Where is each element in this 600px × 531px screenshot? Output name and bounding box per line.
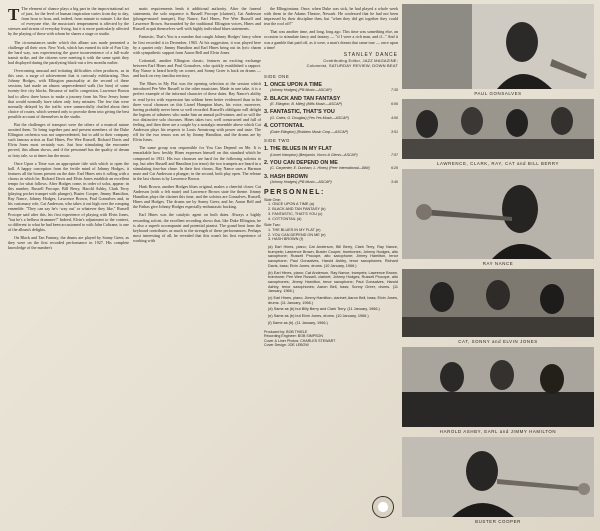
notes-paragraph: Earl Hines was the catalytic agent on both dates. Always a highly rewarding soloist, the excellent recording shows that, like Duke Ellington, he is also a superb accompanist and potential pianist. The grand beat from the keyboard contributes as much to the strength of these performances. Perhaps most interesting of all, he revealed that this wasn't his first experience of working with	[133, 212, 261, 243]
drop-cap: T	[8, 6, 20, 24]
personnel-side-two-list	[264, 228, 398, 242]
personnel-side-two-head: Side Two:	[264, 223, 281, 228]
track-title: 1. THE BLUES IN MY FLAT	[264, 146, 332, 153]
photo-buster-cooper	[402, 437, 594, 517]
photo-trumpets-trombones	[402, 99, 594, 159]
personnel-lineup-entry: (e) Same as (b) but Elvin Jones, drums. (10 January, 1966.)	[268, 314, 369, 319]
photo-caption: PAUL GONSALVES	[474, 91, 522, 96]
personnel-track-item: 2. YOU CAN DEPEND ON ME (e)	[268, 232, 326, 237]
side-one-tracklist	[264, 82, 398, 134]
personnel-track-item: 1. THE BLUES IN MY FLAT (e)	[268, 227, 321, 232]
personnel-track-item: 4. COTTONTAIL (d)	[268, 216, 302, 221]
notes-paragraph: the Ellingtonians. Once, when Duke was sick, he had played a whole week with them in the Adams Theatre, Newark. He confessed that he had not been impressed by their discipline then, but "when they did get together they could tear the roof off!"	[264, 6, 398, 27]
notes-paragraph	[8, 6, 129, 37]
notes-paragraph: But the challenges of transport were the others of a musical nature awaited them. To bring together past and present members of the Duke Ellington orchestra was not unprecedented, but to add to their company such famous artists as Earl Hines, Pee Wee Russell, Richard Davis and Elvin Jones most certainly was. Just how stimulating the encounter proved, this album shows, and if the personnel has the quality of dream or fairy tale, so at times has the music.	[8, 121, 129, 158]
track-duration: 6:06	[391, 102, 398, 107]
design-credit: Cover Design: JOE LEBOW	[264, 343, 309, 348]
track-duration: 4:06	[391, 115, 398, 120]
notes-paragraph: That was another time, and long, long ago. This time was something else, an occasion to stimulate fancy and fantasy — "if I were a rich man, and if..." And it was a gamble that paid off, as it were, a man's dream that came true — once upon a time!	[264, 29, 398, 50]
track-title: 4. COTTONTAIL	[264, 123, 305, 130]
track-entry	[264, 82, 398, 93]
production-credits	[264, 330, 398, 348]
track-entry	[264, 174, 398, 185]
photo-caption: BUSTER COOPER	[475, 519, 521, 524]
notes-paragraph: Cottontail, another Ellington classic, features an exciting exchange between Earl Hines and Paul Gonsalves, who quickly established a rapport. Ray Nance is heard briefly on cornet, and Sonny Greer is back on drums — and back on very familiar territory.	[133, 57, 261, 79]
track-entry	[264, 109, 398, 120]
photo-cat-sonny-elvin	[402, 269, 594, 337]
photo-caption: LAWRENCE, CLARK, RAY, CAT and BILL BERRY	[436, 161, 560, 166]
notes-paragraph: Overcoming unusual and irritating difficulties often produces, as in this case, a surge of achievement that is curiously exhilarating. Thus Johnny Hodges, with Ellington punctuality at the second of these sessions, had made an almost unprecedented walk (for him) of some twenty-five city blocks. Because of traffic congestion, Lawrence Brown had to allow three hours to make a journey from his New Jersey home that would normally have taken only forty minutes. The few that were normally delayed by the traffic were unmercifully chaffed about their choice of routes, which seemed only to provoke them into giving the best possible account of themselves in the studio.	[8, 68, 129, 119]
notes-text: The element of chance plays a big part in the improvisational art of jazz, for the level of human inspiration varies from day to day, from hour to hour, and, indeed, from minute to minute. Like that of everyone else, the musician's temperament is affected by the stresses and strains of everyday living, but it is more particularly affected by the playing of those with whom he shares a stage or studio.	[8, 6, 129, 37]
track-publisher: (G. Cates, G. Douglas) (Yes Yes Music—ASCAP)	[270, 115, 350, 120]
personnel-track-item: 1. ONCE UPON A TIME (a)	[268, 202, 315, 207]
personnel-track-item: 3. FANTASTIC, THAT'S YOU (c)	[268, 211, 323, 216]
personnel-lineup-entry: (f) Same as (b). (11 January, 1966.)	[268, 320, 328, 325]
track-duration: 6:26	[391, 166, 398, 171]
track-entry	[264, 96, 398, 107]
engineer-credit: Recording Engineer: BOB SIMPSON	[264, 334, 323, 339]
track-title: 3. FANTASTIC, THAT'S YOU	[264, 109, 335, 116]
personnel-lineup-entry: (a) Earl Hines, piano; Cat Anderson, Bill Berry, Clark Terry, Ray Nance, trumpets; Lawrence Brown, Buster Cooper, trombones; Johnny Hodges, alto saxophone; Russell Procope, alto saxophone; Jimmy Hamilton, tenor saxophone; Paul Gonsalves, Harold Ashby, tenor saxophones; Richard Davis, bass; Elvin Jones, drums. (10 January, 1966.)	[268, 245, 398, 268]
track-title: 2. BLACK AND TAN FANTASY	[264, 95, 341, 102]
personnel-track-item: 2. BLACK AND TAN FANTASY (b)	[268, 207, 326, 212]
notes-column-2	[133, 6, 261, 526]
personnel-lineup-entry: (d) Same as (b) but Billy Berry and Clark Terry. (11 January, 1966.)	[268, 307, 380, 312]
track-publisher: (Duke Ellington) (Robbins Music Corp.—ASCAP)	[270, 129, 349, 134]
notes-paragraph: On Black and Tan Fantasy, the drums are played by Sonny Greer, as they were on the first recorded performance in 1927. His complete knowledge of the number's	[8, 234, 129, 251]
notes-column-3	[264, 6, 398, 526]
author-name: STANLEY DANCE	[343, 51, 398, 58]
photo-paul-gonsalves	[402, 4, 594, 89]
personnel-side-one-list	[264, 202, 398, 221]
notes-paragraph: Fantastic, That's You is a number that caught Johnny Hodges' fancy when he first recorded it in December, 1965. At his suggestion, it was played here by a quartet only: Jimmy Hamilton and Earl Hines bring out its lyric charm with sympathetic support from Aaron Bell and Elvin Jones.	[133, 34, 261, 55]
track-entry	[264, 123, 398, 134]
photo-credit: Cover & Liner Photos: CHARLES STEWART	[264, 338, 336, 343]
track-publisher: (Lionel Hampton) (Benjamin, Vocco & Glenn—ASCAP)	[270, 152, 358, 157]
author-title-line: Contributing Editor, JAZZ MAGAZINE;	[323, 57, 398, 63]
track-entry	[264, 160, 398, 171]
personnel-track-item: 3. HASH BROWN (f)	[268, 237, 304, 242]
track-publisher: (E. Ellington, B. Miley) (Mills Music—ASCAP)	[270, 102, 343, 107]
photo-caption: CAT, SONNY and ELVIN JONES	[458, 339, 538, 344]
track-entry	[264, 146, 398, 157]
personnel-side-one-head: Side One:	[264, 197, 281, 202]
personnel-title: PERSONNEL:	[264, 188, 325, 196]
label-logo	[372, 496, 394, 518]
author-credit	[264, 53, 398, 68]
track-publisher: (C. Carpenter, E. Dunham, L. Hines) (Peer International—BMI)	[270, 166, 370, 171]
photo-ashby-hines-hamilton	[402, 347, 594, 427]
personnel-lineup-entry: (c) Earl Hines, piano; Jimmy Hamilton, clarinet; Aaron Bell, bass; Elvin Jones, drums. (11 January, 1966.)	[268, 296, 398, 305]
producer-credit: Produced by: BOB THIELE	[264, 329, 308, 334]
notes-column-1	[8, 6, 129, 526]
track-publisher: (Johnny Hodges) (PB Music—ASCAP)	[270, 88, 332, 93]
photo-caption: RAY NANCE	[482, 261, 514, 266]
photo-caption: HAROLD ASHBY, EARL and JIMMY HAMILTON	[439, 429, 557, 434]
photo-ray-nance	[402, 169, 594, 259]
notes-paragraph: Hash Brown, another Hodges blues original, makes a cheerful closer. Cat Anderson (with a felt mute) and Lawrence Brown state the theme. Jimmy Hamilton plays the clarinet this time, and the soloists are Gonsalves, Russell, Hines and Hodges. The drums are by Sonny Greer, and he, Aaron Bell and the Fathas give Johnny Hodges especially enthusiastic backing.	[133, 184, 261, 210]
author-title-line: Columnist, SATURDAY REVIEW, DOWN BEAT	[306, 62, 398, 68]
track-title: 3. HASH BROWN	[264, 173, 308, 180]
notes-paragraph: The same group was responsible for You Can Depend on Me. It is remarkable how freshly Hines expresses himself on this standard which he composed in 1931. His two choruses are hard for the following soloists to top, but after Russell and Hamilton (on tenor) the two trumpets are heard in a stimulating four-bar chase. In their first chorus, Ray Nance uses a Harmon mute and Cat Anderson a plunger; in the second, both play open. The release in the last chorus is by Lawrence Brown.	[133, 145, 261, 181]
track-duration: 7:35	[391, 88, 398, 93]
personnel-lineup-entry: (b) Earl Hines, piano; Cat Anderson, Ray Nance, trumpets; Lawrence Brown, trombone; Pee Wee Russell, clarinet; Johnny Hodges, Russell Procope, alto saxophones; Jimmy Hamilton, tenor saxophone; Paul Gonsalves, Harold Ashby, tenor saxophones; Aaron Bell, bass; Sonny Greer, drums. (11 January, 1966.)	[268, 270, 398, 294]
side-two-heading: SIDE TWO	[264, 138, 290, 144]
notes-paragraph: Once Upon a Time was an appropriate title with which to open the ball. A happy conception from the fertile mind of Johnny Hodges, it features all the horns present on the date. Earl Hines sets it rolling with a chorus in which he, Richard Davis and Elvin Jones establish an excellent tempo for what follows. After Hodges come, in order of solos, appear: in this number, Russell Procope, Bill Berry, Harold Ashby, Clark Terry (playing pocket trumpet with plunger), Buster Cooper, Jimmy Hamilton, Ray Nance, Johnny Hodges, Lawrence Brown, Paul Gonsalves and, in his customary role, Cat Anderson, who takes it out high over the romping ensemble. "They can say he's ‘way out’ or whatever they like," Russell Procope said after this, his first experience of playing with Elvin Jones, "but he's a helluva drummer!" Indeed, Elvin's adjustment to the context, so different to what he had been accustomed to with John Coltrane, is one of the album's delights.	[8, 160, 129, 232]
side-two-tracklist	[264, 146, 398, 184]
notes-paragraph: The Blues in My Flat was the opening selection at the session which introduced Pee Wee Russell to the other musicians. Made in one take, it is a perfect example of the informal character of these dates. Ray Nance's ability to read lyrics with expression has seldom been better evidenced than in his three vocal choruses on this Lionel Hampton blues, his voice, moreover, having probably never been so well recorded. Russell's obbligato will delight the legions of admirers who make him an annual poll-winner, and so will the two distinctive solo choruses. Hines takes two, well constructed and full of feeling, and then there are a couple by a nostalgic ensemble above which Cat Anderson plays his respects to Louis Armstrong with power and taste. The riff for the two tenors was set by Jimmy Hamilton, and the drums are by Elvin Jones.	[133, 81, 261, 143]
notes-paragraph: matic requirements lends it additional authority. After the funeral statements, the solo sequence is Russell Procope (clarinet), Cat Anderson (plunger-muted trumpet), Ray Nance, Earl Hines, Pee Wee Russell and Lawrence Brown. Surrounded by the traditional Ellington voices, Hines and Russell acquit themselves well with highly individual blues statements.	[133, 6, 261, 32]
track-duration: 3:40	[391, 180, 398, 185]
track-title: 2. YOU CAN DEPEND ON ME	[264, 160, 338, 166]
track-title: 1. ONCE UPON A TIME	[264, 81, 323, 88]
track-duration: 3:51	[391, 129, 398, 134]
notes-paragraph: The circumstances under which this album was made presented a challenge all their own. New York, which has earned its title of Fun City the hard way, was experiencing the grave inconvenience of a full-scale transit strike, and the citizens were meeting it with the same spirit they had displayed during the paralyzing black-out a few months earlier.	[8, 39, 129, 65]
side-one-heading: SIDE ONE	[264, 73, 290, 79]
personnel-entries	[264, 245, 398, 326]
track-duration: 7:57	[391, 152, 398, 157]
track-publisher: (Johnny Hodges) (PB Music—ASCAP)	[270, 180, 332, 185]
